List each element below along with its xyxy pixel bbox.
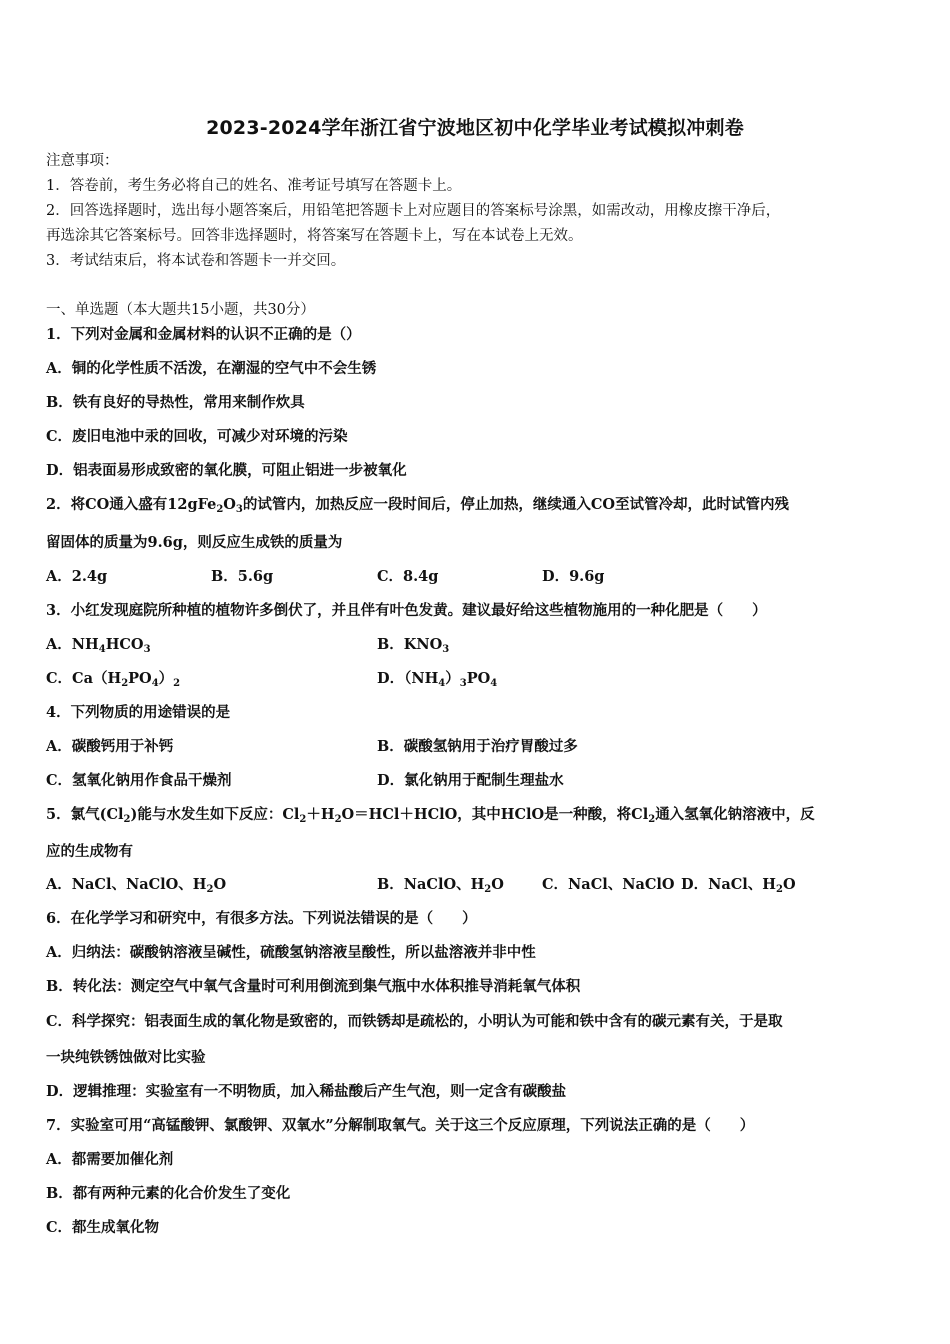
- question-6-stem: 6．在化学学习和研究中，有很多方法。下列说法错误的是（ ）: [46, 910, 477, 927]
- question-7-stem: 7．实验室可用“高锰酸钾、氯酸钾、双氧水”分解制取氧气。关于这三个反应原理，下列说法正确的是（ ）: [46, 1117, 755, 1134]
- q1-option-c: C．废旧电池中汞的回收，可减少对环境的污染: [46, 428, 348, 445]
- question-3-stem: 3．小红发现庭院所种植的植物许多倒伏了，并且伴有叶色发黄。建议最好给这些植物施用的一种化肥是（ ）: [46, 602, 767, 619]
- q1-option-b: B．铁有良好的导热性，常用来制作炊具: [46, 394, 305, 411]
- question-1-stem: 1．下列对金属和金属材料的认识不正确的是（）: [46, 326, 361, 343]
- q7-option-a: A．都需要加催化剂: [46, 1151, 174, 1168]
- q6-option-b: B．转化法：测定空气中氧气含量时可利用倒流到集气瓶中水体积推导消耗氧气体积: [46, 978, 581, 995]
- q7-option-c: C．都生成氧化物: [46, 1219, 160, 1236]
- q2-option-c: C．8.4g: [377, 568, 439, 585]
- q4-option-a: A．碳酸钙用于补钙: [46, 738, 174, 755]
- notice-item: 2．回答选择题时，选出每小题答案后，用铅笔把答题卡上对应题目的答案标号涂黑，如需改动，用橡皮擦干净后，: [46, 203, 781, 219]
- page-title: 2023-2024学年浙江省宁波地区初中化学毕业考试模拟冲刺卷: [206, 117, 744, 139]
- q2-option-d: D．9.6g: [542, 568, 605, 585]
- q5-option-c: C．NaCl、NaClO: [542, 876, 675, 893]
- notice-item: 再选涂其它答案标号。回答非选择题时，将答案写在答题卡上，写在本试卷上无效。: [46, 228, 583, 244]
- question-5-stem-line2: 应的生成物有: [46, 843, 133, 860]
- q5-option-b: B．NaClO、$H_2O$: [377, 876, 504, 895]
- q1-option-a: A．铜的化学性质不活泼，在潮湿的空气中不会生锈: [46, 360, 377, 377]
- q6-option-a: A．归纳法：碳酸钠溶液呈碱性，硫酸氢钠溶液呈酸性，所以盐溶液并非中性: [46, 944, 536, 961]
- q3-option-d: D．$(NH_4)_3PO_4$: [377, 670, 498, 689]
- q5-option-d: D．NaCl、$H_2O$: [681, 876, 796, 895]
- q2-option-b: B．5.6g: [211, 568, 274, 585]
- notice-item: 3．考试结束后，将本试卷和答题卡一并交回。: [46, 253, 346, 269]
- q6-option-c: C．科学探究：铝表面生成的氧化物是致密的，而铁锈却是疏松的，小明认为可能和铁中含有的碳元素有关，于是取: [46, 1013, 783, 1030]
- q6-option-d: D．逻辑推理：实验室有一不明物质，加入稀盐酸后产生气泡，则一定含有碳酸盐: [46, 1083, 567, 1100]
- question-5-stem: 5．氯气$(Cl_2)$能与水发生如下反应：$Cl_2+H_2O=HCl+HClO$，其中HClO是一种酸，将$Cl_2$通入氢氧化钠溶液中，反: [46, 806, 815, 825]
- notice-heading: 注意事项：: [46, 153, 119, 169]
- q3-option-c: C．$Ca(H_2PO_4)_2$: [46, 670, 181, 689]
- question-2-stem-line2: 留固体的质量为9.6g，则反应生成铁的质量为: [46, 534, 343, 551]
- q4-option-b: B．碳酸氢钠用于治疗胃酸过多: [377, 738, 578, 755]
- q4-option-c: C．氢氧化钠用作食品干燥剂: [46, 772, 232, 789]
- notice-item: 1．答卷前，考生务必将自己的姓名、准考证号填写在答题卡上。: [46, 178, 462, 194]
- q2-option-a: A．2.4g: [46, 568, 108, 585]
- q4-option-d: D．氯化钠用于配制生理盐水: [377, 772, 564, 789]
- q1-option-d: D．铝表面易形成致密的氧化膜，可阻止铝进一步被氧化: [46, 462, 407, 479]
- q3-option-b: B．$KNO_3$: [377, 636, 450, 655]
- section-heading: 一、单选题（本大题共15小题，共30分）: [46, 302, 315, 318]
- question-4-stem: 4．下列物质的用途错误的是: [46, 704, 231, 721]
- q3-option-a: A．$NH_4HCO_3$: [46, 636, 151, 655]
- q5-option-a: A．NaCl、NaClO、$H_2O$: [46, 876, 227, 895]
- question-2-stem: 2．将CO通入盛有$12gFe_2O_3$的试管内，加热反应一段时间后，停止加热，继续通入CO至试管冷却，此时试管内残: [46, 496, 790, 515]
- q7-option-b: B．都有两种元素的化合价发生了变化: [46, 1185, 291, 1202]
- q6-option-c-line2: 一块纯铁锈蚀做对比实验: [46, 1049, 206, 1066]
